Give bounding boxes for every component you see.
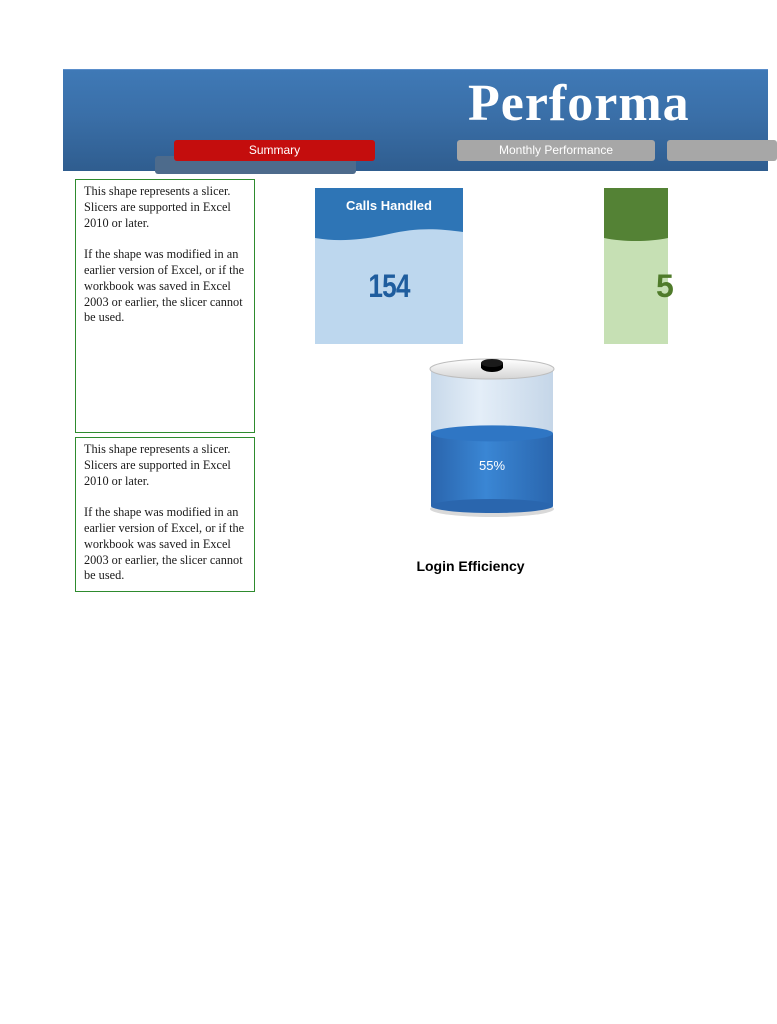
kpi-tile-second [604, 188, 673, 344]
kpi-tile-calls-handled [315, 188, 463, 344]
slicer-text-paragraph: This shape represents a slicer. Slicers are supported in Excel 2010 or later. [84, 184, 231, 230]
kpi-header-shape [604, 188, 668, 248]
cylinder-gauge-icon [428, 356, 558, 522]
kpi-value: 154 [368, 268, 410, 304]
login-efficiency-gauge [428, 356, 558, 522]
slicer-text-paragraph: This shape represents a slicer. Slicers are supported in Excel 2010 or later. [84, 442, 231, 488]
slicer-text-paragraph: If the shape was modified in an earlier version of Excel, or if the workbook was saved in Excel 2003 or earlier, the slicer cannot be used. [84, 247, 245, 325]
gauge-caption: Login Efficiency [416, 558, 525, 574]
kpi-label: Calls Handled [346, 198, 432, 213]
page-title: Performa [468, 75, 690, 132]
slicer-placeholder[interactable] [75, 179, 255, 433]
tab-summary[interactable]: Summary [174, 140, 375, 161]
header-banner [63, 69, 768, 171]
slicer-placeholder[interactable] [75, 437, 255, 592]
kpi-header-shape [315, 188, 463, 248]
kpi-value: 5 [656, 268, 673, 304]
tab-third[interactable] [667, 140, 777, 161]
gauge-value-label: 55% [478, 458, 506, 473]
tab-monthly-performance[interactable]: Monthly Performance [457, 140, 655, 161]
slicer-text-paragraph: If the shape was modified in an earlier version of Excel, or if the workbook was saved in Excel 2003 or earlier, the slicer cannot be used. [84, 505, 245, 583]
